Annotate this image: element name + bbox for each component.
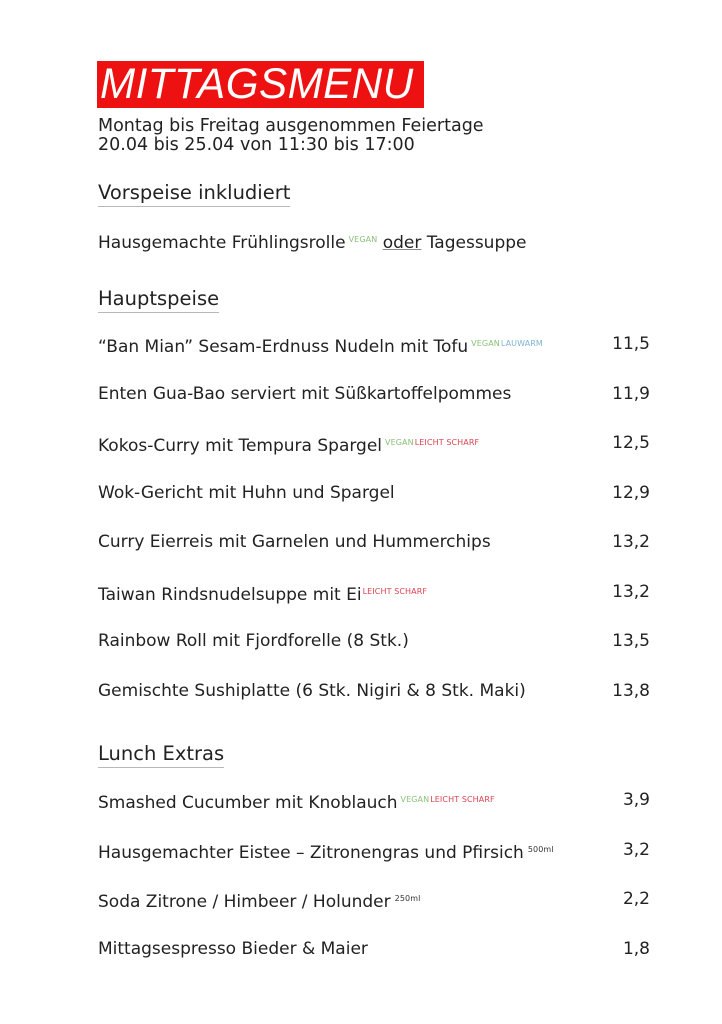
tag-vegan: VEGAN [348, 235, 378, 244]
starter-row [98, 228, 650, 252]
starter-connector: oder [382, 233, 422, 253]
menu-item-name: Smashed Cucumber mit Knoblauch [98, 793, 398, 813]
menu-item-label [98, 530, 491, 554]
menu-title: MITTAGSMENU [100, 60, 414, 108]
menu-item-price: 11,5 [612, 334, 650, 354]
menu-item [98, 481, 650, 505]
menu-item-price: 11,9 [612, 383, 650, 404]
menu-item [98, 937, 650, 961]
section-heading-mains: Hauptspeise [98, 287, 219, 313]
menu-item-name: Kokos-Curry mit Tempura Spargel [98, 436, 383, 456]
menu-item-volume: 250ml [394, 894, 421, 904]
menu-item-label [98, 431, 479, 458]
starter-option-soup: Tagessuppe [426, 233, 527, 253]
menu-item-price: 1,8 [622, 939, 650, 960]
menu-item-name: Gemischte Sushiplatte (6 Stk. Nigiri & 8 Stk. Maki) [98, 680, 526, 701]
menu-item-price: 12,9 [612, 482, 650, 503]
menu-item-name: Hausgemachter Eistee – Zitronengras und Pfirsich [98, 842, 524, 863]
tag-leicht-scharf: LEICHT SCHARF [414, 438, 480, 447]
menu-item-name: “Ban Mian” Sesam-Erdnuss Nudeln mit Tofu [98, 337, 469, 357]
menu-item [98, 788, 650, 812]
tag-vegan: VEGAN [400, 795, 430, 804]
tag-leicht-scharf: LEICHT SCHARF [430, 795, 495, 804]
starter-option-springroll: Hausgemachte Frühlingsrolle [98, 233, 346, 253]
menu-subtitle [98, 117, 484, 155]
menu-item-price: 13,5 [612, 631, 650, 651]
menu-item-price: 2,2 [622, 889, 650, 910]
menu-item-label [98, 887, 420, 914]
tag-vegan: VEGAN [385, 438, 414, 447]
menu-item-volume: 500ml [527, 844, 554, 854]
tag-vegan: VEGAN [471, 339, 500, 348]
menu-item-label [98, 580, 427, 607]
menu-item-label [98, 937, 368, 961]
subtitle-days: Montag bis Freitag ausgenommen Feiertage [98, 116, 484, 136]
title-banner [97, 61, 424, 108]
menu-item-price: 3,9 [622, 790, 650, 810]
menu-item-price: 3,2 [622, 839, 650, 860]
subtitle-dates: 20.04 bis 25.04 von 11:30 bis 17:00 [98, 135, 415, 155]
menu-item-name: Soda Zitrone / Himbeer / Holunder [98, 892, 391, 913]
menu-item [98, 679, 650, 703]
starter-options [98, 228, 527, 255]
menu-item-label [98, 629, 409, 653]
menu-item-name: Enten Gua-Bao serviert mit Süßkartoffelpommes [98, 383, 512, 404]
menu-item [98, 838, 650, 862]
menu-item-label [98, 332, 543, 359]
menu-item-label [98, 481, 395, 505]
menu-item [98, 887, 650, 911]
menu-item [98, 382, 650, 406]
menu-item [98, 530, 650, 554]
section-heading-extras: Lunch Extras [98, 742, 224, 768]
menu-item-name: Mittagsespresso Bieder & Maier [98, 939, 368, 960]
menu-item-price: 13,2 [612, 581, 650, 602]
section-heading-starter: Vorspeise inkludiert [98, 181, 290, 207]
menu-item-label [98, 382, 511, 406]
menu-item-price: 13,2 [612, 532, 650, 552]
menu-item [98, 629, 650, 653]
menu-item-name: Wok-Gericht mit Huhn und Spargel [98, 482, 395, 503]
menu-item [98, 332, 650, 356]
menu-item-label [98, 788, 495, 815]
menu-item-label [98, 679, 526, 703]
tag-lauwarm: LAUWARM [500, 339, 543, 348]
menu-item-name: Taiwan Rindsnudelsuppe mit Ei [98, 584, 362, 605]
menu-item-price: 12,5 [612, 433, 650, 453]
menu-item [98, 431, 650, 455]
menu-item-price: 13,8 [612, 680, 650, 701]
menu-item-name: Curry Eierreis mit Garnelen und Hummerchips [98, 532, 491, 552]
menu-item-label [98, 838, 554, 865]
menu-item [98, 580, 650, 604]
tag-leicht-scharf: LEICHT SCHARF [362, 586, 428, 596]
menu-item-name: Rainbow Roll mit Fjordforelle (8 Stk.) [98, 631, 409, 651]
